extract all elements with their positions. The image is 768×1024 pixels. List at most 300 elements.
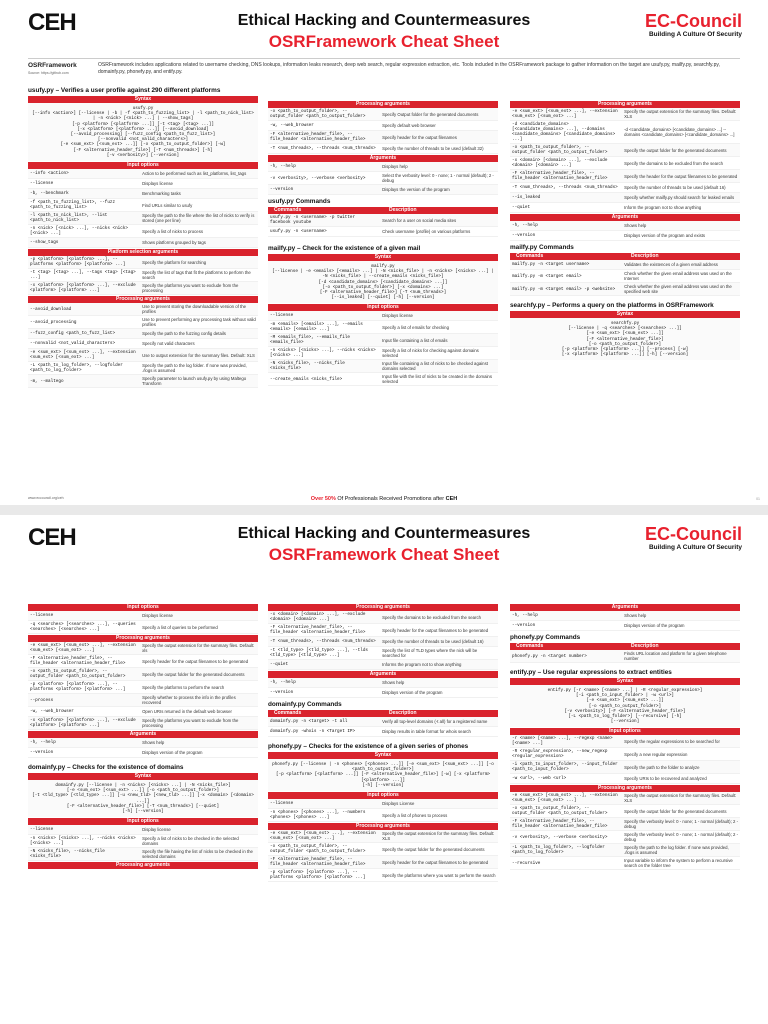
option-description: Specify the verbosity level: 0 - none; 1 - normal (default); 2 - debug xyxy=(624,819,739,830)
option-flag: -t <tag> [<tag> ...], --tags <tag> [<tag> ...] xyxy=(30,270,136,281)
usufy-platform-table xyxy=(28,256,258,295)
option-flag: -w, --web_browser xyxy=(30,709,74,714)
table-row xyxy=(510,157,740,170)
option-flag: --license xyxy=(30,827,54,833)
table-row xyxy=(268,108,498,121)
table-row xyxy=(268,131,498,144)
option-description: Specify the list of TLD types where the nick will be searched for xyxy=(382,648,478,658)
usufy-heading: usufy.py – Verifies a user profile against 290 different platforms xyxy=(28,87,221,94)
option-description: Check username (profile) on various platforms xyxy=(382,229,471,234)
domainfy-processing-table xyxy=(268,611,498,670)
table-row xyxy=(510,735,740,748)
usufy-commands-heading: usufy.py Commands xyxy=(268,198,331,205)
table-row xyxy=(510,844,740,857)
table-row xyxy=(28,316,258,329)
table-row xyxy=(510,270,740,283)
option-flag: -h, --help xyxy=(270,164,296,169)
table-row xyxy=(28,282,258,295)
description-col: Description xyxy=(631,253,659,259)
domainfy-arguments-table xyxy=(268,678,498,698)
input-options-bar: Input options xyxy=(28,818,258,825)
usufy-mid-processing-table xyxy=(268,108,498,154)
option-description: Specify the output folder for the generated documents xyxy=(142,671,245,677)
page-title: Ethical Hacking and Countermeasures xyxy=(237,12,531,29)
option-flag: -T <num_threads>, --threads <num_threads> xyxy=(512,185,618,190)
mailfy-arguments-table xyxy=(510,221,740,241)
option-flag: --version xyxy=(270,187,294,192)
page-subtitle: OSRFramework Cheat Sheet xyxy=(268,545,500,564)
right-column xyxy=(510,603,740,870)
table-row xyxy=(28,707,258,717)
promo-text: Of Professionals Received Promotions after xyxy=(335,496,446,502)
table-row xyxy=(510,283,740,296)
option-description: Specify header for the output filenames to be generated xyxy=(382,627,489,633)
processing-arguments-bar: Processing arguments xyxy=(28,635,258,642)
option-description: Input file containing a list of nicks to be checked against domains selected xyxy=(382,361,488,372)
option-description: Specify header for the output filenames to be generated xyxy=(142,658,249,664)
option-description: Specify the regular expressions to be searched for xyxy=(624,738,720,744)
table-row xyxy=(28,169,258,179)
option-description: Specify the path to the fuzzing config details xyxy=(142,331,226,337)
source-link[interactable]: Source: https://github.com xyxy=(28,71,69,75)
table-row xyxy=(28,375,258,388)
input-options-bar: Input options xyxy=(510,728,740,735)
option-flag: mailfy.py -n <target username> xyxy=(512,262,590,267)
table-row xyxy=(28,269,258,282)
input-options-bar: Input options xyxy=(28,162,258,169)
option-description: Check whether the given email address was used on the specified web site xyxy=(624,284,732,294)
option-description: Displays license xyxy=(142,181,173,187)
option-flag: domainfy.py -n <target> -t all xyxy=(270,719,348,724)
searchfy-heading: searchfy.py – Performs a query on the platforms in OSRFramework xyxy=(510,302,714,309)
usufy-processing-table xyxy=(28,303,258,388)
option-description: Specify the domains to be excluded from the search xyxy=(382,614,481,620)
option-flag: phonefy.py -n <target number> xyxy=(512,653,587,659)
option-flag: -h, --help xyxy=(30,740,56,745)
option-flag: -i <path_to_input_folder>, --input_folder <path_to_input_folder> xyxy=(512,762,618,773)
option-flag: -n <nicks> [<nicks> ...], --nicks <nicks> [<nicks> ...] xyxy=(270,348,376,359)
option-description: Displays help xyxy=(382,164,408,169)
option-description: Shows help xyxy=(142,740,165,745)
entify-syntax: entify.py [-r <name> [<name> ...] | -R <regular_expression>] [-i <path_to_input_folder> | -w <url>] [-e <sum_ext> [<sum_ext> ...]] [-o <path_to_output_folder>] [-v <verbosity>] [-F <alternative_header_file>] [-L <path_to_log_folder>] [--recursive] [-h] [--version] xyxy=(510,685,740,727)
table-row xyxy=(28,681,258,694)
option-description: Display results in table format for whois search xyxy=(382,729,471,734)
left-column xyxy=(28,603,258,869)
table-row xyxy=(268,214,498,227)
processing-arguments-bar: Processing arguments xyxy=(510,785,740,792)
table-row xyxy=(268,360,498,373)
option-description: Open URIs returned in the default web browser xyxy=(142,709,232,714)
mailfy-commands-heading: mailfy.py Commands xyxy=(510,244,574,251)
table-row xyxy=(510,805,740,818)
table-row xyxy=(28,717,258,730)
option-flag: --create_emails <nicks_file> xyxy=(270,376,343,382)
option-description: Specify a list of emails for checking xyxy=(382,324,449,330)
option-description: Displays version of the program xyxy=(382,690,443,695)
option-description: Specify a list of nicks to be checked in the selected domains xyxy=(142,836,239,847)
option-flag: --avoid_processing xyxy=(30,319,77,325)
option-description: Specify the platforms to perform the search xyxy=(142,684,225,690)
option-description: Check whether the given email address was used on the Internet xyxy=(624,271,732,281)
table-row xyxy=(510,170,740,183)
left-column xyxy=(28,84,258,388)
table-row xyxy=(268,334,498,347)
table-row xyxy=(510,611,740,621)
option-flag: -p <platform> [<platform> ...], --platforms <platform> [<platform> ...] xyxy=(270,870,366,881)
option-description: Shows help xyxy=(382,680,405,685)
option-flag: --process xyxy=(30,697,54,703)
option-description: Specify the platforms where you want to perform the search xyxy=(382,872,496,878)
option-description: Input file containing a list of emails xyxy=(382,337,448,343)
table-row xyxy=(268,830,498,843)
brand-text: CEH xyxy=(28,524,76,551)
option-description: Action to be performed such as list_platforms, list_tags xyxy=(142,171,247,177)
option-flag: -h, --help xyxy=(512,223,538,228)
table-row xyxy=(268,373,498,386)
arguments-bar: Arguments xyxy=(510,214,740,221)
domainfy-input-table xyxy=(28,825,258,861)
middle-column xyxy=(268,100,498,386)
domainfy-commands-table xyxy=(268,717,498,737)
table-row xyxy=(510,650,740,663)
option-description: Finds URL location and platform for a given telephone number xyxy=(624,651,727,661)
table-row xyxy=(28,256,258,269)
option-description: -d <candidate_domains> [<candidate_domains> ...] --domains <candidate_domains> [<candidate_domains> ...] xyxy=(624,127,735,137)
promo-highlight: Over 50% xyxy=(310,496,336,502)
table-row xyxy=(268,121,498,131)
option-description: Specify the number of threads to be used (default 32) xyxy=(382,146,484,151)
option-flag: -p <platform> [<platform> ...], --platforms <platform> [<platform> ...] xyxy=(30,682,126,692)
usufy-arguments-table xyxy=(268,162,498,195)
table-row xyxy=(28,189,258,199)
option-flag: -e <sum_ext> [<sum_ext> ...], --extension <sum_ext> [<sum_ext> ...] xyxy=(30,643,136,653)
table-row xyxy=(28,303,258,316)
option-description: Specify the output extension for the summary files. Default: XLS xyxy=(624,109,737,119)
option-flag: -o <path_to_output_folder>, --output_folder <path_to_output_folder> xyxy=(512,806,608,817)
option-flag: -N <nicks_file>, --nicks_file <nicks_file> xyxy=(30,849,105,860)
option-description: Displays license xyxy=(382,313,413,319)
table-row xyxy=(268,809,498,822)
option-description: Specify a list of nicks for checking against domains selected xyxy=(382,348,479,359)
table-row xyxy=(268,611,498,624)
table-row xyxy=(510,761,740,774)
option-flag: -x <domain> [<domain> ...], --exclude <domain> [<domain> ...] xyxy=(512,158,608,168)
description-col: Description xyxy=(631,643,659,649)
option-flag: -e <sum_ext> [<sum_ext> ...], --extension <sum_ext> [<sum_ext> ...] xyxy=(270,831,376,842)
table-row xyxy=(268,311,498,321)
option-flag: -h, --help xyxy=(270,680,296,685)
table-row xyxy=(510,792,740,805)
option-description: Input file with the list of nicks to be created in the domains selected xyxy=(382,374,492,385)
option-description: Displays the version of the program xyxy=(382,187,450,192)
option-flag: -r <name> [<name> ...], --regexp <name> [<name> ...] xyxy=(512,736,613,747)
option-flag: -n <nicks> [<nicks> ...], --nicks <nicks> [<nicks> ...] xyxy=(30,836,136,847)
option-flag: -F <alternative_header_file>, --file_header <alternative_header_file> xyxy=(30,656,126,666)
table-row xyxy=(28,199,258,212)
table-row xyxy=(268,185,498,195)
option-flag: -l <path_to_nick_list>, --list <path_to_nick_list> xyxy=(30,213,108,224)
table-row xyxy=(268,172,498,185)
mailfy-syntax: mailfy.py [--license | -e <emails> [<emails> ...] | -N <nicks_file> | -n <nicks> [<nicks> ...] | -N <nicks_file> | --create_emails <nicks_file>] [-d <candidate_domains> [<candidate_domains> ...]] [-o <path_to_output_folder>] [-x <domains> ...] [-F <alternative_header_file>] [-T <num_threads>] [--is_leaked] [--quiet] [-h] [--version] xyxy=(268,261,498,303)
logo-name: EC-Council xyxy=(645,524,742,544)
option-description: Use to output extension for the summary files. Default: XLS xyxy=(142,352,255,358)
option-flag: --version xyxy=(512,623,536,628)
tool-name: OSRFramework xyxy=(28,62,77,69)
table-row xyxy=(28,611,258,621)
table-row xyxy=(510,144,740,157)
table-row xyxy=(28,349,258,362)
arguments-bar: Arguments xyxy=(268,155,498,162)
table-row xyxy=(28,621,258,634)
option-flag: -v <verbosity>, --verbose <verbosity> xyxy=(512,834,608,840)
domainfy-commands-heading: domainfy.py Commands xyxy=(268,701,342,708)
option-description: Validates the existences of a given email address xyxy=(624,262,718,267)
processing-arguments-bar: Processing arguments xyxy=(268,101,498,108)
table-row xyxy=(28,339,258,349)
syntax-bar: Syntax xyxy=(268,254,498,261)
option-flag: -R <regular_expression>, --new_regexp <regular_expression> xyxy=(512,749,608,760)
option-flag: -m <emails> [<emails> ...], --emails <emails> [<emails> ...] xyxy=(270,322,363,333)
input-options-bar: Input options xyxy=(268,792,498,799)
table-row xyxy=(28,225,258,238)
option-flag: -x <domain> [<domain> ...], --exclude <domain> [<domain> ...] xyxy=(270,612,366,622)
table-row xyxy=(510,108,740,121)
phonefy-syntax: phonefy.py [--license | -n <phones> [<phones> ...]] [-e <sum_ext> [<sum_ext> ...]] [-o <path_to_output_folder>] [-p <platform> [<platform> ...]] [-F <alternative_header_file>] [-w] [-x <platform> [<platform> ...]] [-h] [--version] xyxy=(268,759,498,791)
option-description: Specify a new regular expression xyxy=(624,751,688,757)
option-description: Shows help xyxy=(624,223,647,228)
processing-arguments-bar: Processing arguments xyxy=(510,101,740,108)
option-flag: -o <path_to_output_folder>, --output_folder <path_to_output_folder> xyxy=(512,145,608,155)
phonefy-heading: phonefy.py – Checks for the existence of a given series of phones xyxy=(268,743,469,750)
syntax-bar: Syntax xyxy=(28,96,258,103)
usufy-syntax: usufy.py [--info <action>] [--license | -b | -f <path_to_fuzzing_list> | -l <path_to_nick_list> | -n <nick> [<nick> ...] | --show_tags] [-p <platform> [<platform> ...]] [-t <tag> [<tag> ...]] [-x <platform> [<platform> ...]] [--avoid_download] [--avoid_processing] [--fuzz_config <path_to_fuzz_list>] [--nonvalid <not_valid_characters>] [-e <sum_ext> [<sum_ext> ...]] [-o <path_to_output_folder>] [-w] [-F <alternative_header_file>] [-T <num_threads>] [-h] [-v <verbosity>] [--version] xyxy=(28,103,258,161)
option-flag: -b, --benchmark xyxy=(30,191,69,197)
option-flag: --version xyxy=(30,750,54,755)
option-flag: -N <nicks_file>, --nicks_file <nicks_file> xyxy=(270,361,345,372)
option-description: Select the verbosity level: 0 - none; 1 - normal (default); 2 - debug xyxy=(382,173,494,183)
syntax-bar: Syntax xyxy=(510,678,740,685)
option-flag: --nonvalid <not_valid_characters> xyxy=(30,341,116,347)
option-flag: --fuzz_config <path_to_fuzz_list> xyxy=(30,331,116,337)
commands-col: Commands xyxy=(274,710,302,716)
logo-slogan: Building A Culture Of Security xyxy=(648,544,742,551)
syntax-bar: Syntax xyxy=(28,773,258,780)
option-flag: --license xyxy=(270,801,294,807)
footer-url[interactable]: www.eccouncil.org/ceh xyxy=(28,496,64,500)
processing-arguments-bar: Processing arguments xyxy=(268,604,498,611)
arguments-bar: Arguments xyxy=(28,731,258,738)
table-row xyxy=(28,694,258,707)
option-flag: -e <sum_ext> [<sum_ext> ...], --extension <sum_ext> [<sum_ext> ...] xyxy=(512,109,618,119)
input-options-bar: Input options xyxy=(268,304,498,311)
table-row xyxy=(268,869,498,882)
option-description: Specify a list of phones to process xyxy=(382,812,448,818)
mailfy-input-table xyxy=(268,311,498,386)
option-flag: -x <platform> [<platform> ...], --exclude <platform> [<platform> ...] xyxy=(30,283,136,294)
syntax-bar: Syntax xyxy=(268,752,498,759)
option-description: Specify the path to the file where the list of nicks to verify is stored (one per line) xyxy=(142,213,255,224)
option-flag: -L <path_to_log_folder>, --logfolder <path_to_log_folder> xyxy=(30,363,123,374)
table-row xyxy=(28,642,258,655)
option-flag: -T <num_threads>, --threads <num_threads> xyxy=(270,146,376,151)
table-row xyxy=(510,221,740,231)
option-description: Specify Output folder for the generated documents xyxy=(382,111,479,117)
phonefy-commands-table xyxy=(510,650,740,663)
option-flag: -w <url>, --web <url> xyxy=(512,776,567,782)
option-description: Benchmarking tasks xyxy=(142,191,181,197)
table-row xyxy=(268,660,498,670)
table-row xyxy=(28,668,258,681)
option-flag: --license xyxy=(30,181,54,187)
table-row xyxy=(268,688,498,698)
option-description: Specify the output folder for the generated documents xyxy=(382,846,485,852)
option-description: Displays version of the program xyxy=(624,623,685,628)
option-flag: --version xyxy=(512,233,536,238)
table-row xyxy=(28,212,258,225)
option-flag: -M <emails_file>, --emails_file <emails_file> xyxy=(270,335,350,346)
table-row xyxy=(268,799,498,809)
option-description: Displays License xyxy=(382,801,415,807)
option-description: Specify the platforms you want to exclude from the processing xyxy=(142,283,239,294)
table-row xyxy=(510,774,740,784)
arguments-bar: Arguments xyxy=(510,604,740,611)
option-flag: -F <alternative_header_file>, --file_header <alternative_header_file> xyxy=(270,625,366,635)
table-row xyxy=(510,831,740,844)
promo-banner xyxy=(0,496,768,502)
ec-council-logo xyxy=(645,525,742,551)
option-flag: mailfy.py -m <target email> -p <website> xyxy=(512,286,616,292)
logo-name: EC-Council xyxy=(645,11,742,31)
commands-header xyxy=(268,710,498,717)
option-flag: -F <alternative_header_file>, --file_header <alternative_header_file> xyxy=(270,132,366,142)
option-flag: -T <num_threads>, --threads <num_threads> xyxy=(270,639,376,644)
description-col: Description xyxy=(389,710,417,716)
option-description: Specify not valid characters xyxy=(142,341,195,347)
mailfy-heading: mailfy.py – Check for the existence of a given mail xyxy=(268,245,421,252)
commands-col: Commands xyxy=(516,253,544,259)
option-description: Specify the output folder for the generated documents xyxy=(624,808,727,814)
option-description: Verify all top-level domains (-t all) for a registered name xyxy=(382,719,488,724)
option-description: Specify the output extension for the summary files. Default: XLS xyxy=(382,831,495,842)
option-description: Specify a list of nicks to process xyxy=(142,228,203,234)
option-description: Input variable to inform the system to perform a recursive search on the folder tree xyxy=(624,858,733,869)
option-flag: -o <path_to_output_folder>, --output_folder <path_to_output_folder> xyxy=(270,109,366,119)
entify-input-table xyxy=(510,735,740,784)
option-flag: -F <alternative_header_file>, --file_header <alternative_header_file> xyxy=(512,819,608,830)
table-row xyxy=(268,678,498,688)
option-flag: -e <sum_ext> [<sum_ext> ...], --extension <sum_ext> [<sum_ext> ...] xyxy=(512,793,618,804)
option-flag: usufy.py -n <username> xyxy=(270,229,327,234)
option-description: Displays license xyxy=(142,613,173,618)
option-description: Specify the output extension for the summary files. Default: XLS xyxy=(624,793,737,804)
processing-arguments-bar: Processing arguments xyxy=(28,296,258,303)
option-description: Shows help xyxy=(624,613,647,618)
mailfy-commands-table xyxy=(510,260,740,296)
intro-description: OSRFramework includes applications related to username checking, DNS lookups, information leaks research, deep web search, regular expression extraction, etc. Tools included in the OSRFramework package to gather information on the target are usufy.py, mailfy.py, searchfy.py, domainfy.py, phonefy.py, and entify.py. xyxy=(98,62,720,75)
table-row xyxy=(510,260,740,270)
option-flag: -v <verbosity>, --verbose <verbosity> xyxy=(270,175,366,181)
option-flag: --version xyxy=(270,690,294,695)
processing-arguments-bar: Processing arguments xyxy=(28,862,258,869)
domainfy-heading: domainfy.py – Checks for the existence of domains xyxy=(28,764,184,771)
option-description: Informs the program not to show anything xyxy=(382,662,462,667)
commands-header xyxy=(510,253,740,260)
page-2 xyxy=(0,515,768,1020)
table-row xyxy=(268,727,498,737)
option-flag: -n <nick> [<nick> ...], --nicks <nick> [<nick> ...] xyxy=(30,226,128,237)
option-flag: -x <platform> [<platform> ...], --exclude <platform> [<platform> ...] xyxy=(30,718,136,728)
option-description: Specify header for the output filenames to be generated xyxy=(382,859,489,865)
syntax-bar: Syntax xyxy=(510,311,740,318)
platform-selection-bar: Platform selection arguments xyxy=(28,249,258,256)
option-flag: --is_leaked xyxy=(512,195,541,200)
option-description: Specify whether mailfy.py should search for leaked emails xyxy=(624,195,735,200)
option-flag: mailfy.py -m <target email> xyxy=(512,273,582,279)
option-description: Specify the domains to be excluded from the search xyxy=(624,160,723,166)
option-description: Shows platforms grouped by tags xyxy=(142,240,206,246)
table-row xyxy=(28,835,258,848)
table-row xyxy=(510,748,740,761)
option-flag: usufy.py -n <username> -p twitter facebook youtube xyxy=(270,215,356,225)
page-subtitle: OSRFramework Cheat Sheet xyxy=(268,32,500,51)
option-flag: -o <path_to_output_folder>, --output_folder <path_to_output_folder> xyxy=(30,669,126,679)
option-flag: --quiet xyxy=(512,205,531,210)
usufy-commands-table xyxy=(268,214,498,237)
phonefy-commands-heading: phonefy.py Commands xyxy=(510,634,581,641)
option-flag: -q <searches> [<searches> ...], --queries <searches> [<searches> ...] xyxy=(30,622,136,632)
table-row xyxy=(28,738,258,748)
option-flag: --quiet xyxy=(270,662,289,667)
option-flag: --license xyxy=(270,313,294,319)
logo-slogan: Building A Culture Of Security xyxy=(648,31,742,38)
table-row xyxy=(268,647,498,660)
option-flag: --info <action> xyxy=(30,171,69,177)
option-description: Specify the platforms you want to exclude from the processing xyxy=(142,718,239,728)
option-description: Specify the file having the list of nicks to be checked in the selected domains xyxy=(142,849,253,860)
commands-header xyxy=(510,643,740,650)
option-flag: -t <tld_type> [<tld_type> ...], --tlds <tld_type> [<tld_type> ...] xyxy=(270,648,368,658)
table-row xyxy=(28,825,258,835)
option-flag: --avoid_download xyxy=(30,306,72,312)
option-description: Search for a user on social media sites xyxy=(382,217,457,223)
searchfy-input-table xyxy=(28,611,258,634)
option-flag: domainfy.py -whois -n <Target IP> xyxy=(270,729,356,734)
option-flag: -F <alternative_header_file>, --file_header <alternative_header_file> xyxy=(512,171,608,181)
option-description: Specify parameter to launch usufy.py by using Maltego Transform xyxy=(142,376,247,387)
option-description: Specify the path to the log folder. If none was provided, ./logs is assumed xyxy=(142,363,247,374)
option-flag: --license xyxy=(30,613,54,618)
middle-column xyxy=(268,603,498,882)
option-flag: -h, --help xyxy=(512,613,538,618)
option-flag: -o <path_to_output_folder>, --output_folder <path_to_output_folder> xyxy=(270,844,366,855)
option-flag: -p <platform> [<platform> ...], --platforms <platform> [<platform> ...] xyxy=(30,257,126,268)
commands-col: Commands xyxy=(516,643,544,649)
entify-processing-table xyxy=(510,792,740,870)
usufy-input-table xyxy=(28,169,258,248)
option-flag: -L <path_to_log_folder>, --logfolder <path_to_log_folder> xyxy=(512,845,605,856)
option-flag: -F <alternative_header_file>, --file_header <alternative_header_file> xyxy=(270,857,366,868)
table-row xyxy=(268,162,498,172)
option-flag: --recursive xyxy=(512,860,541,866)
option-description: Specify URIs to be recovered and analyzed xyxy=(624,776,707,782)
option-description: Specify the verbosity level: 0 - none; 1 - normal (default); 2 - debug xyxy=(624,832,739,843)
description-col: Description xyxy=(389,207,417,213)
option-description: Find URLs similar to usufy xyxy=(142,202,193,208)
table-row xyxy=(28,238,258,248)
searchfy-processing-table xyxy=(28,642,258,730)
table-row xyxy=(268,624,498,637)
option-description: Use to prevent performing any processing task without valid profiles xyxy=(142,317,256,328)
